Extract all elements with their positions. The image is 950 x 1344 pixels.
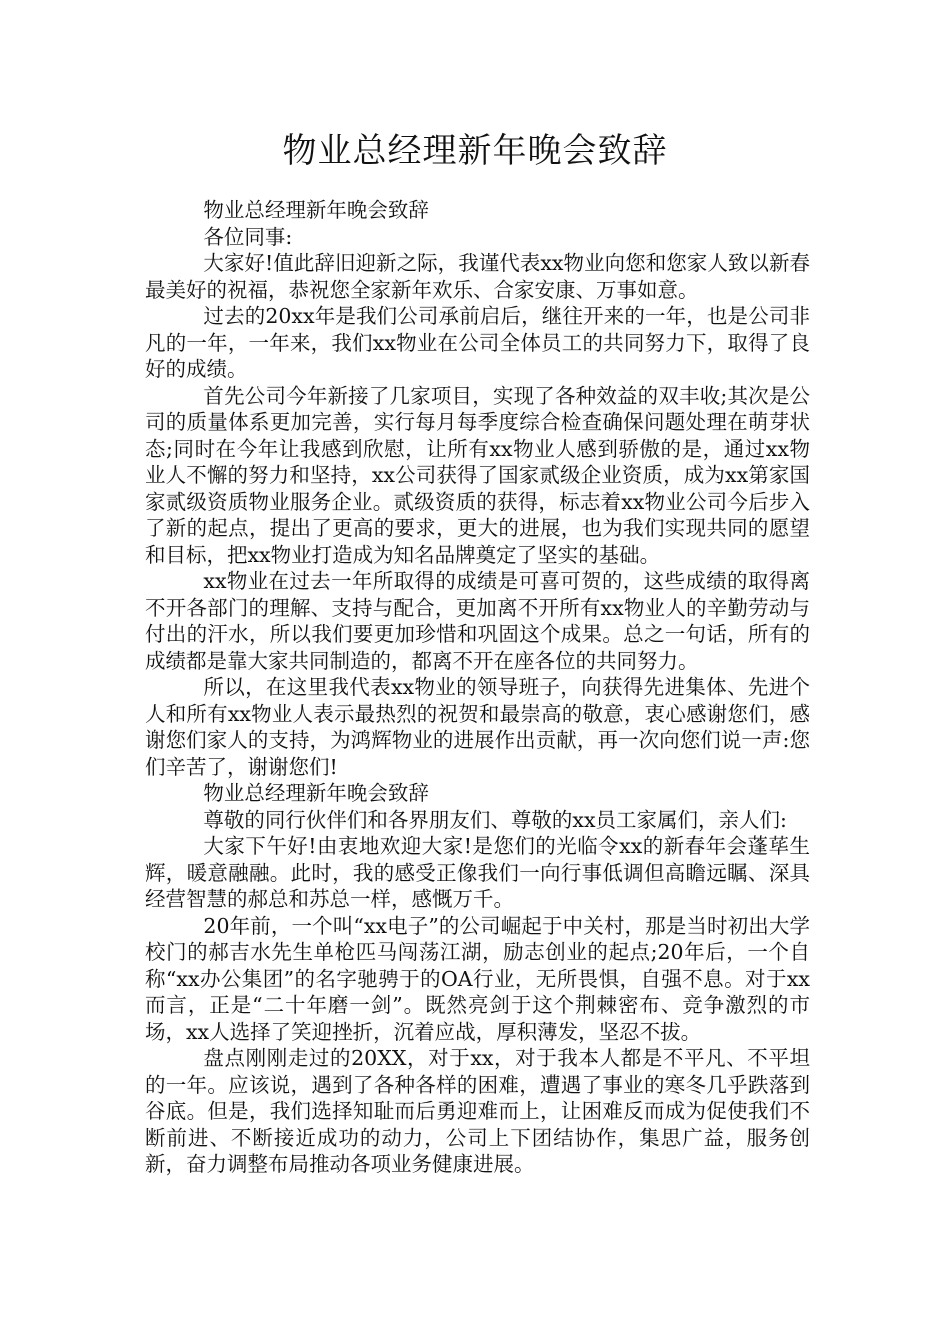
body-paragraph: 盘点刚刚走过的20XX，对于xx，对于我本人都是不平凡、不平坦的一年。应该说，遇到了各种各样的困难，遭遇了事业的寒冬几乎跌落到谷底。但是，我们选择知耻而后勇迎难而上，让困难反而成为促使我们不断前进、不断接近成功的动力，公司上下团结协作，集思广益，服务创新，奋力调整布局推动各项业务健康进展。 — [145, 1046, 810, 1176]
body-paragraph: 尊敬的同行伙伴们和各界朋友们、尊敬的xx员工家属们，亲人们: — [203, 807, 787, 832]
body-paragraph: xx物业在过去一年所取得的成绩是可喜可贺的，这些成绩的取得离不开各部门的理解、支持与配合，更加离不开所有xx物业人的辛勤劳动与付出的汗水，所以我们要更加珍惜和巩固这个成果。总之一句话，所有的成绩都是靠大家共同制造的，都离不开在座各位的共同努力。 — [145, 569, 810, 673]
body-paragraph: 大家好!值此辞旧迎新之际，我谨代表xx物业向您和您家人致以新春最美好的祝福，恭祝您全家新年欢乐、合家安康、万事如意。 — [145, 251, 810, 302]
body-paragraph: 所以，在这里我代表xx物业的领导班子，向获得先进集体、先进个人和所有xx物业人表示最热烈的祝贺和最崇高的敬意，衷心感谢您们，感谢您们家人的支持，为鸿辉物业的进展作出贡献，再一次向您们说一声:您们辛苦了，谢谢您们! — [145, 675, 810, 779]
body-paragraph: 过去的20xx年是我们公司承前启后，继往开来的一年，也是公司非凡的一年，一年来，我们xx物业在公司全体员工的共同努力下，取得了良好的成绩。 — [145, 304, 810, 381]
body-paragraph: 物业总经理新年晚会致辞 — [203, 781, 429, 805]
body-paragraph: 大家下午好!由衷地欢迎大家!是您们的光临令xx的新春年会蓬荜生辉，暖意融融。此时，我的感受正像我们一向行事低调但高瞻远瞩、深具经营智慧的郝总和苏总一样，感慨万千。 — [145, 834, 810, 911]
body-paragraph: 首先公司今年新接了几家项目，实现了各种效益的双丰收;其次是公司的质量体系更加完善，实行每月每季度综合检查确保问题处理在萌芽状态;同时在今年让我感到欣慰，让所有xx物业人感到骄傲的是，通过xx物业人不懈的努力和坚持，xx公司获得了国家贰级企业资质，成为xx第家国家贰级资质物业服务企业。贰级资质的获得，标志着xx物业公司今后步入了新的起点，提出了更高的要求，更大的进展，也为我们实现共同的愿望和目标，把xx物业打造成为知名品牌奠定了坚实的基础。 — [145, 383, 810, 567]
body-paragraph: 20年前，一个叫“xx电子”的公司崛起于中关村，那是当时初出大学校门的郝吉水先生单枪匹马闯荡江湖，励志创业的起点;20年后，一个自称“xx办公集团”的名字驰骋于的OA行业，无所畏惧，自强不息。对于xx而言，正是“二十年磨一剑”。既然亮剑于这个荆棘密布、竞争激烈的市场，xx人选择了笑迎挫折，沉着应战，厚积薄发，坚忍不拔。 — [145, 913, 810, 1044]
body-paragraph: 各位同事: — [203, 224, 293, 249]
document-body — [145, 197, 810, 1178]
document-title: 物业总经理新年晚会致辞 — [282, 131, 668, 171]
body-paragraph: 物业总经理新年晚会致辞 — [203, 198, 429, 222]
